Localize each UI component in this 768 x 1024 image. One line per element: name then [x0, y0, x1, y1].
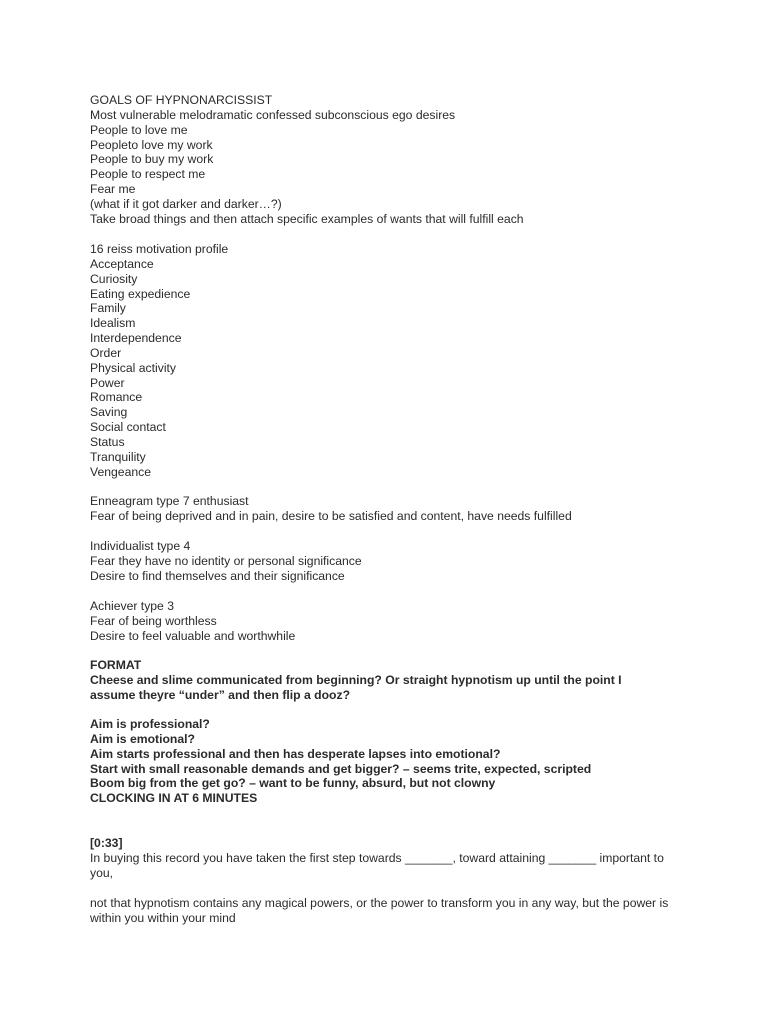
enneagram-title: Enneagram type 7 enthusiast — [90, 494, 249, 508]
reiss-item: Romance — [90, 390, 143, 405]
reiss-item: Order — [90, 345, 122, 360]
goals-title: GOALS OF HYPNONARCISSIST — [90, 93, 273, 107]
format-title: FORMAT — [90, 658, 142, 672]
reiss-section — [90, 242, 680, 480]
goals-line: Take broad things and then attach specific examples of wants that will fulfill each — [90, 211, 524, 226]
aims-line: Boom big from the get go? – want to be funny, absurd, but not clowny — [90, 776, 496, 791]
individualist-section — [90, 539, 680, 584]
goals-line: People to respect me — [90, 167, 206, 182]
achiever-line: Fear of being worthless — [90, 613, 217, 628]
aims-line: Start with small reasonable demands and get bigger? – seems trite, expected, scripted — [90, 761, 592, 776]
aims-line: Aim is emotional? — [90, 731, 195, 746]
reiss-title: 16 reiss motivation profile — [90, 242, 229, 256]
format-line: assume theyre “under” and then flip a dooz? — [90, 687, 351, 702]
reiss-item: Social contact — [90, 420, 166, 435]
goals-line: Peopleto love my work — [90, 137, 213, 152]
reiss-item: Vengeance — [90, 464, 151, 479]
script-paragraph: In buying this record you have taken the first step towards _______, toward attaining _______ important to you, — [90, 850, 664, 880]
reiss-item: Curiosity — [90, 271, 138, 286]
reiss-item: Eating expedience — [90, 286, 191, 301]
aims-line: Aim is professional? — [90, 717, 210, 731]
reiss-item: Family — [90, 301, 126, 316]
achiever-section — [90, 599, 680, 644]
reiss-item: Idealism — [90, 316, 136, 331]
achiever-title: Achiever type 3 — [90, 599, 175, 613]
script-paragraph: not that hypnotism contains any magical powers, or the power to transform you in any way, but the power is within you within your mind — [90, 896, 669, 925]
reiss-item: Interdependence — [90, 331, 182, 346]
reiss-item: Status — [90, 434, 125, 449]
reiss-item: Tranquility — [90, 449, 146, 464]
reiss-item: Saving — [90, 405, 128, 420]
clocking-line: CLOCKING IN AT 6 MINUTES — [90, 791, 258, 806]
reiss-item: Acceptance — [90, 256, 154, 271]
format-line: Cheese and slime communicated from beginning? Or straight hypnotism up until the point I — [90, 672, 622, 687]
aims-section — [90, 717, 680, 806]
goals-line: People to love me — [90, 122, 188, 137]
individualist-line: Fear they have no identity or personal significance — [90, 553, 362, 568]
aims-line: Aim starts professional and then has desperate lapses into emotional? — [90, 746, 501, 761]
goals-section — [90, 93, 680, 227]
goals-line: (what if it got darker and darker…?) — [90, 196, 282, 211]
enneagram-line: Fear of being deprived and in pain, desire to be satisfied and content, have needs fulfilled — [90, 508, 572, 523]
reiss-item: Physical activity — [90, 360, 177, 375]
individualist-line: Desire to find themselves and their significance — [90, 568, 345, 583]
goals-line: Fear me — [90, 182, 136, 197]
script-section-2 — [90, 896, 680, 926]
individualist-title: Individualist type 4 — [90, 539, 191, 553]
goals-line: People to buy my work — [90, 152, 214, 167]
goals-line: Most vulnerable melodramatic confessed subconscious ego desires — [90, 107, 456, 122]
reiss-item: Power — [90, 375, 125, 390]
timestamp: [0:33] — [90, 836, 123, 850]
script-section — [90, 836, 680, 881]
achiever-line: Desire to feel valuable and worthwhile — [90, 628, 296, 643]
format-section — [90, 658, 680, 703]
enneagram-section — [90, 494, 680, 524]
